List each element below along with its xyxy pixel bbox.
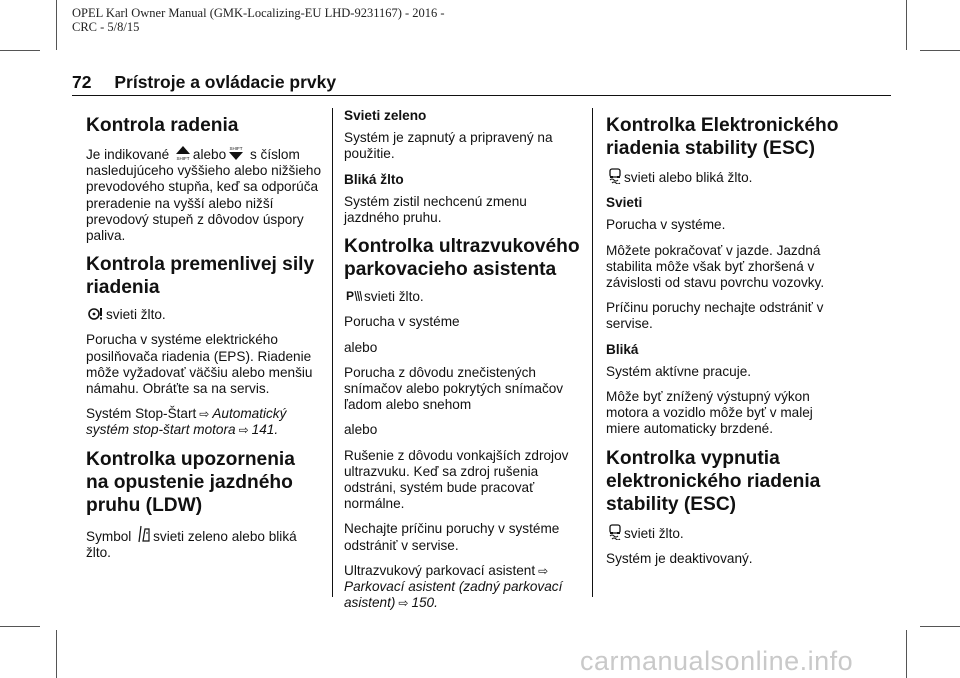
paragraph: Je indikované SHIFT alebo SHIFT s číslom nasledujúceho vyššieho alebo nižšieho prevodového stupňa, keď sa odporúča preradenie na vyšší alebo nižší prevodový stupeň z dôvodov úspory paliva.	[86, 146, 322, 244]
section-heading-parking-assist: Kontrolka ultrazvukového parkovacieho asistenta	[344, 236, 580, 281]
paragraph: Systém je deaktivovaný.	[606, 550, 753, 566]
column-divider	[592, 108, 593, 597]
parking-sensor-icon	[346, 289, 362, 303]
page-reference-arrow-icon: ⇨	[398, 596, 409, 611]
steering-warning-icon	[88, 307, 104, 321]
paragraph: Porucha z dôvodu znečistených snímačov alebo pokrytých snímačov ľadom alebo snehom	[344, 364, 564, 413]
section-heading-shift-indicator: Kontrola radenia	[86, 115, 239, 136]
page-header	[72, 72, 891, 93]
paragraph: Systém aktívne pracuje.	[606, 363, 752, 379]
paragraph: P svieti žlto.	[346, 289, 424, 305]
subheading-on: Svieti	[606, 195, 643, 211]
cross-reference-link[interactable]: Parkovací asistent (zadný parkovací asistent)	[344, 579, 563, 611]
paragraph: Systém je zapnutý a pripravený na použitie.	[344, 130, 553, 162]
crop-mark	[56, 0, 57, 50]
svg-text:SHIFT: SHIFT	[176, 156, 190, 161]
page-reference-arrow-icon: ⇨	[538, 563, 549, 578]
column-3	[606, 108, 846, 576]
document-meta-line-2: CRC - 5/8/15	[72, 20, 140, 34]
crop-mark	[920, 50, 960, 51]
crop-mark	[0, 50, 40, 51]
svg-text:SHIFT: SHIFT	[229, 146, 243, 151]
shift-down-icon	[228, 145, 244, 161]
watermark: carmanualsonline.info	[580, 646, 854, 676]
page-reference-number[interactable]: 141	[251, 422, 275, 438]
crop-mark	[0, 626, 40, 627]
paragraph: svieti žlto.	[86, 307, 322, 323]
paragraph: Nechajte príčinu poruchy v systéme odstrániť v servise.	[344, 521, 560, 553]
column-divider	[332, 108, 333, 597]
svg-text:P: P	[346, 289, 355, 304]
paragraph: Môže byť znížený výstupný výkon motora a vozidlo môže byť v malej miere automaticky brzdené.	[606, 389, 813, 437]
section-heading-esc-off: Kontrolka vypnutia elektronického riadenia stability (ESC)	[606, 447, 821, 515]
paragraph: svieti alebo bliká žlto.	[606, 168, 846, 186]
cross-reference-link[interactable]: Automatický systém stop-štart motora	[86, 406, 287, 438]
paragraph: alebo	[344, 339, 378, 355]
document-meta-line-1: OPEL Karl Owner Manual (GMK-Localizing-EU LHD-9231167) - 2016 -	[72, 6, 445, 20]
column-2	[344, 108, 582, 620]
crop-mark	[56, 630, 57, 678]
lane-departure-icon	[137, 525, 151, 543]
section-heading-esc: Kontrolka Elektronického riadenia stability (ESC)	[606, 115, 839, 159]
paragraph: Porucha v systéme elektrického posilňovača riadenia (EPS). Riadenie môže vyžadovať väčšiu alebo menšiu námahu. Obráťte sa na servis.	[86, 332, 313, 397]
subheading-blink: Bliká	[606, 341, 639, 357]
document-meta	[72, 6, 445, 34]
paragraph: Ultrazvukový parkovací asistent ⇨ Parkovací asistent (zadný parkovací asistent) ⇨ 150.	[344, 562, 563, 611]
paragraph: Porucha v systéme	[344, 314, 460, 330]
section-heading-ldw: Kontrolka upozornenia na opustenie jazdného pruhu (LDW)	[86, 448, 295, 516]
esc-off-icon	[608, 524, 622, 540]
section-heading-variable-steering: Kontrola premenlivej sily riadenia	[86, 254, 315, 299]
column-1	[86, 108, 322, 570]
paragraph: Môžete pokračovať v jazde. Jazdná stabilita môže však byť zhoršená v závislosti od stavu povrchu vozovky.	[606, 242, 825, 291]
page-number: 72	[72, 72, 92, 92]
chapter-title: Prístroje a ovládacie prvky	[114, 72, 337, 92]
paragraph: Rušenie z dôvodu vonkajších zdrojov ultrazvuku. Keď sa zdroj rušenia odstráni, systém bude pracovať normálne.	[344, 447, 569, 512]
paragraph: Systém Stop-Štart ⇨ Automatický systém stop-štart motora ⇨ 141.	[86, 406, 287, 438]
page-reference-number[interactable]: 150	[411, 595, 435, 611]
esc-skid-icon	[608, 168, 622, 184]
shift-up-icon	[175, 145, 191, 161]
paragraph: Porucha v systéme.	[606, 217, 726, 233]
subheading-green: Svieti zeleno	[344, 108, 427, 123]
crop-mark	[906, 630, 907, 678]
paragraph: alebo	[344, 422, 378, 438]
page-reference-arrow-icon: ⇨	[238, 423, 249, 438]
subheading-yellow: Bliká žlto	[344, 171, 404, 187]
paragraph: Systém zistil nechcenú zmenu jazdného pruhu.	[344, 193, 527, 226]
paragraph: Príčinu poruchy nechajte odstrániť v servise.	[606, 300, 824, 332]
page-reference-arrow-icon: ⇨	[199, 407, 210, 422]
header-rule	[72, 95, 891, 96]
paragraph: svieti žlto.	[606, 524, 846, 542]
crop-mark	[906, 0, 907, 50]
paragraph: Symbol svieti zeleno alebo bliká žlto.	[86, 525, 322, 561]
crop-mark	[920, 626, 960, 627]
